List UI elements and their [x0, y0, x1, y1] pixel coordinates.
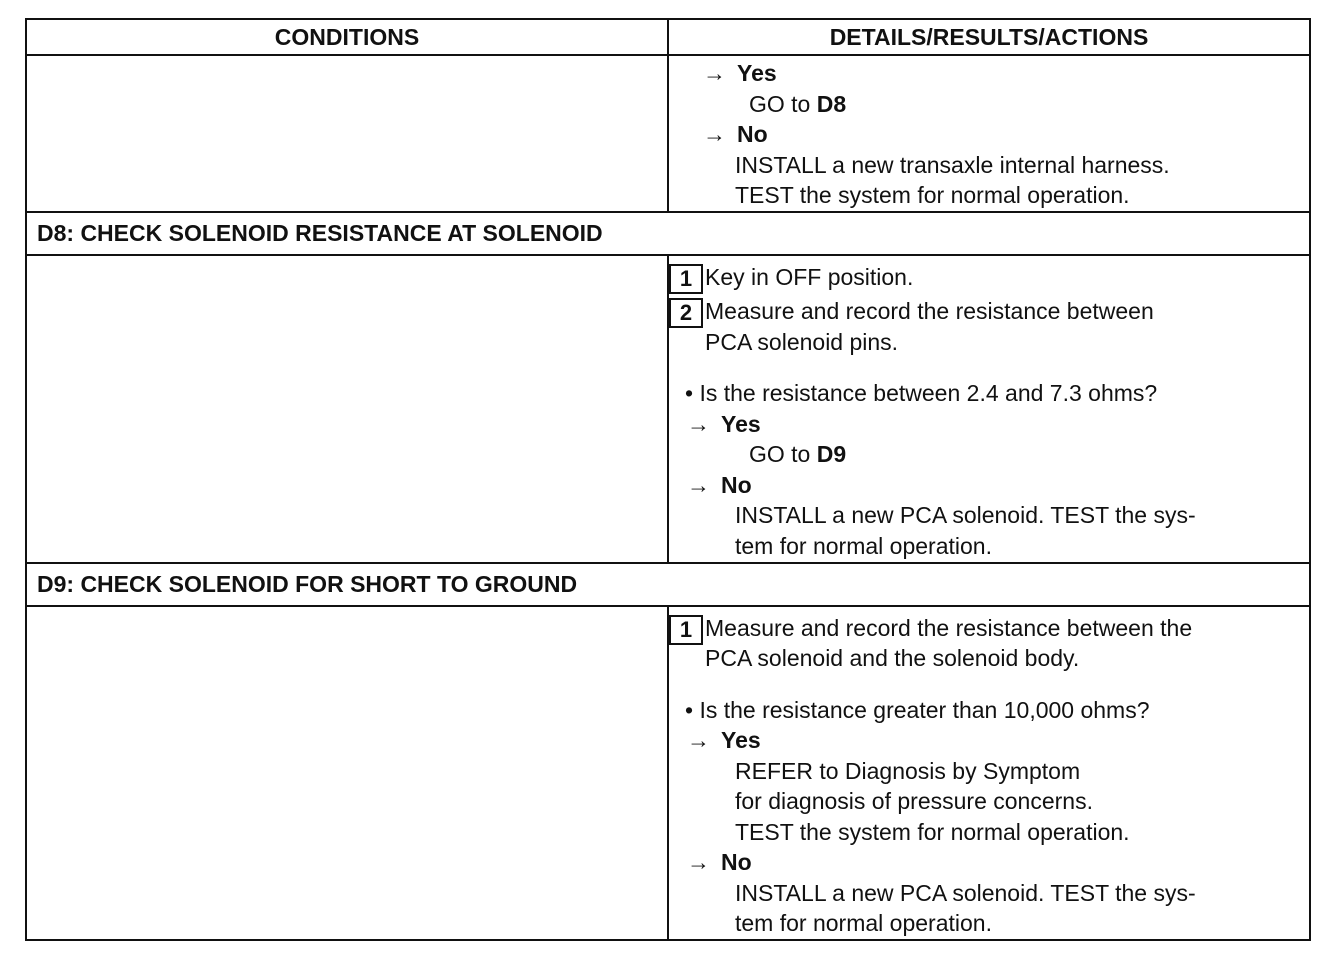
- bullet-icon: •: [685, 696, 694, 723]
- d9-step-1: 1 Measure and record the resistance between the: [669, 613, 1309, 644]
- top-yes-action: GO to D8: [749, 90, 847, 117]
- step-number-box: 2: [669, 298, 703, 328]
- d9-no-action-1: INSTALL a new PCA solenoid. TEST the sys-: [735, 879, 1196, 906]
- arrow-icon: →: [703, 60, 726, 86]
- d9-yes-action-2: for diagnosis of pressure concerns.: [735, 788, 1093, 814]
- arrow-icon: →: [687, 471, 710, 498]
- top-conditions-cell: [26, 55, 668, 212]
- d9-no-line: → No: [669, 847, 1309, 878]
- d9-yes-action-1: REFER to Diagnosis by Symptom: [735, 757, 1081, 784]
- step-number-box: 1: [669, 264, 703, 294]
- d9-yes-action-3: TEST the system for normal operation.: [735, 818, 1130, 845]
- d8-no-action-2: tem for normal operation.: [735, 532, 992, 559]
- d9-question: • Is the resistance greater than 10,000 ohms?: [685, 696, 1150, 723]
- top-no-line: → No: [669, 119, 1309, 150]
- d8-step-2: 2 Measure and record the resistance between: [669, 296, 1309, 327]
- arrow-icon: →: [687, 849, 710, 875]
- d8-no-line: → No: [669, 470, 1309, 501]
- bullet-icon: •: [685, 380, 694, 406]
- d8-details-cell: [668, 255, 1310, 563]
- d8-body-row: [26, 255, 1310, 563]
- top-no-action-2: TEST the system for normal operation.: [735, 182, 1130, 208]
- d8-yes-action: GO to D9: [749, 441, 847, 467]
- d9-details-cell: [668, 606, 1310, 940]
- conditions-header: CONDITIONS: [26, 19, 668, 55]
- d9-no-action-2: tem for normal operation.: [735, 910, 992, 936]
- d8-title: D8: CHECK SOLENOID RESISTANCE AT SOLENOID: [26, 212, 1310, 255]
- d8-yes-line: → Yes: [669, 409, 1309, 440]
- diagnostic-table: [25, 18, 1311, 941]
- d9-title: D9: CHECK SOLENOID FOR SHORT TO GROUND: [26, 563, 1310, 606]
- top-no-action-1: INSTALL a new transaxle internal harness.: [735, 151, 1170, 178]
- d9-body-row: [26, 606, 1310, 940]
- d9-conditions-cell: [26, 606, 668, 940]
- d9-yes-line: → Yes: [669, 725, 1309, 756]
- d8-step-1: 1 Key in OFF position.: [669, 262, 1309, 293]
- arrow-icon: →: [703, 121, 726, 147]
- d8-step-2-cont: PCA solenoid pins.: [705, 328, 899, 355]
- arrow-icon: →: [687, 727, 710, 753]
- d9-title-row: [26, 563, 1310, 606]
- d8-question: • Is the resistance between 2.4 and 7.3 ohms?: [685, 380, 1158, 406]
- d9-step-1-cont: PCA solenoid and the solenoid body.: [705, 645, 1080, 671]
- d8-title-row: [26, 212, 1310, 255]
- top-block-row: [26, 55, 1310, 212]
- step-number-box: 1: [669, 615, 703, 645]
- header-row: [26, 19, 1310, 55]
- d8-no-action-1: INSTALL a new PCA solenoid. TEST the sys-: [735, 502, 1196, 528]
- top-details-cell: [668, 55, 1310, 212]
- arrow-icon: →: [687, 410, 710, 437]
- details-header: DETAILS/RESULTS/ACTIONS: [668, 19, 1310, 55]
- d8-conditions-cell: [26, 255, 668, 563]
- top-yes-line: → Yes: [669, 58, 1309, 89]
